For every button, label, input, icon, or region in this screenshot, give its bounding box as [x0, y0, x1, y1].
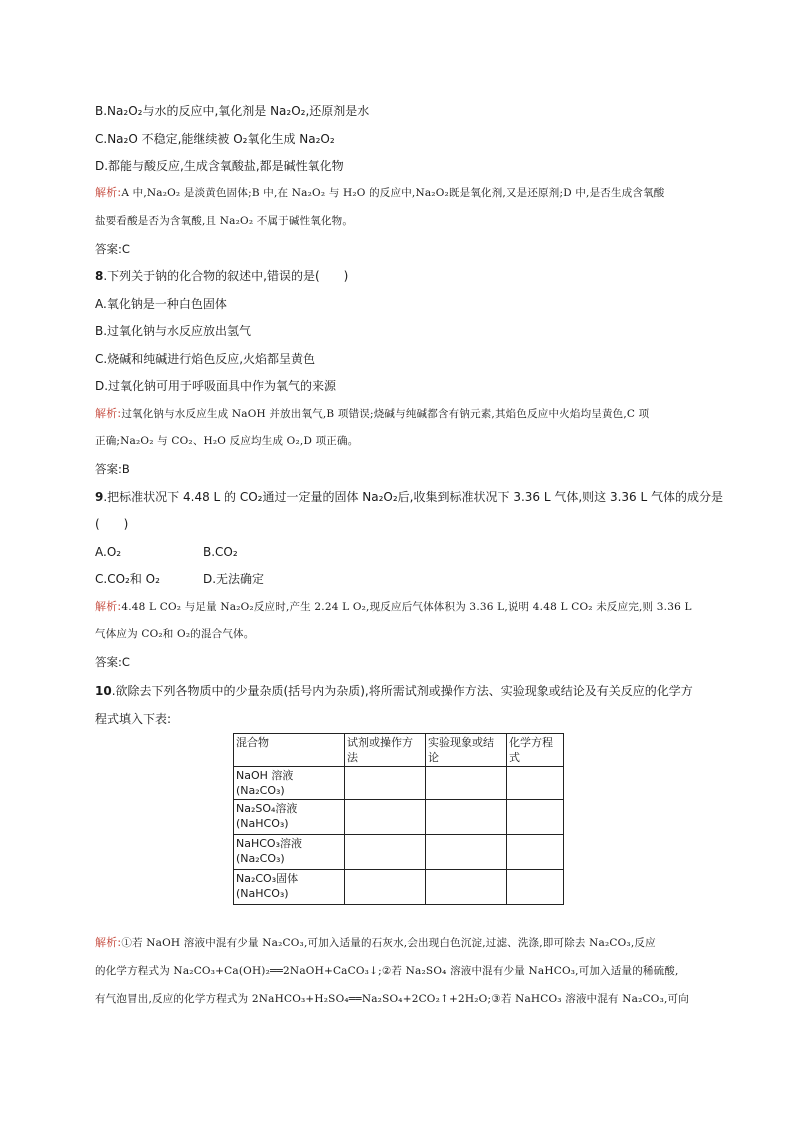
analysis-line: 盐要看酸是否为含氧酸,且 Na₂O₂ 不属于碱性氧化物。	[95, 215, 354, 227]
empty-cell[interactable]	[507, 835, 564, 870]
answer: 答案:C	[95, 242, 130, 256]
table-header-row	[234, 734, 564, 767]
empty-cell[interactable]	[345, 835, 426, 870]
q9-option-d: D.无法确定	[203, 572, 265, 586]
header-mixture: 混合物	[234, 734, 345, 767]
mixture-cell: NaHCO₃溶液(Na₂CO₃)	[234, 835, 345, 870]
q9-option-b: B.CO₂	[203, 545, 238, 559]
empty-cell[interactable]	[345, 870, 426, 905]
q10-analysis-line: 有气泡冒出,反应的化学方程式为 2NaHCO₃+H₂SO₄══Na₂SO₄+2CO₂↑+2H₂O;③若 NaHCO₃ 溶液中混有 Na₂CO₃,可向	[95, 993, 689, 1005]
q9-option-c: C.CO₂和 O₂	[95, 572, 160, 586]
q9-analysis-line: 解析:4.48 L CO₂ 与足量 Na₂O₂反应时,产生 2.24 L O₂,现反应后气体体积为 3.36 L,说明 4.48 L CO₂ 未反应完,则 3.36 L	[95, 600, 692, 613]
q8-analysis-line: 正确;Na₂O₂ 与 CO₂、H₂O 反应均生成 O₂,D 项正确。	[95, 435, 359, 447]
analysis-label: 解析:	[95, 600, 122, 613]
q8-option-c: C.烧碱和纯碱进行焰色反应,火焰都呈黄色	[95, 352, 316, 366]
table-row	[234, 835, 564, 870]
table-row	[234, 767, 564, 800]
option-c: C.Na₂O 不稳定,能继续被 O₂氧化生成 Na₂O₂	[95, 132, 335, 146]
empty-cell[interactable]	[426, 835, 507, 870]
empty-cell[interactable]	[426, 870, 507, 905]
question-8-stem: 8.下列关于钠的化合物的叙述中,错误的是( )	[95, 269, 349, 283]
analysis-label: 解析:	[95, 407, 122, 420]
question-10-stem: 10.欲除去下列各物质中的少量杂质(括号内为杂质),将所需试剂或操作方法、实验现象或结论及有关反应的化学方	[95, 684, 693, 698]
q9-options-row2	[95, 571, 724, 587]
header-phenomenon: 实验现象或结论	[426, 734, 507, 767]
empty-cell[interactable]	[426, 800, 507, 835]
empty-cell[interactable]	[507, 767, 564, 800]
q8-answer: 答案:B	[95, 462, 130, 476]
question-9-stem-line2: ( )	[95, 517, 129, 531]
analysis-label: 解析:	[95, 186, 122, 199]
answer-table	[233, 733, 564, 905]
header-reagent: 试剂或操作方法	[345, 734, 426, 767]
q9-option-a: A.O₂	[95, 545, 122, 559]
mixture-cell: Na₂SO₄溶液(NaHCO₃)	[234, 800, 345, 835]
empty-cell[interactable]	[507, 800, 564, 835]
table-row	[234, 870, 564, 905]
option-d: D.都能与酸反应,生成含氧酸盐,都是碱性氧化物	[95, 159, 344, 173]
q10-analysis-line: 的化学方程式为 Na₂CO₃+Ca(OH)₂══2NaOH+CaCO₃↓;②若 Na₂SO₄ 溶液中混有少量 NaHCO₃,可加入适量的稀硫酸,	[95, 965, 679, 977]
question-10-stem-line2: 程式填入下表:	[95, 712, 172, 726]
q8-option-b: B.过氧化钠与水反应放出氢气	[95, 324, 252, 338]
empty-cell[interactable]	[507, 870, 564, 905]
q10-analysis-line: 解析:①若 NaOH 溶液中混有少量 Na₂CO₃,可加入适量的石灰水,会出现白色沉淀,过滤、洗涤,即可除去 Na₂CO₃,反应	[95, 936, 656, 949]
q8-option-d: D.过氧化钠可用于呼吸面具中作为氧气的来源	[95, 379, 337, 393]
header-equation: 化学方程式	[507, 734, 564, 767]
empty-cell[interactable]	[426, 767, 507, 800]
q9-options-row1	[95, 544, 724, 560]
q9-analysis-line: 气体应为 CO₂和 O₂的混合气体。	[95, 628, 255, 640]
q9-answer: 答案:C	[95, 655, 130, 669]
analysis-line: 解析:A 中,Na₂O₂ 是淡黄色固体;B 中,在 Na₂O₂ 与 H₂O 的反应中,Na₂O₂既是氧化剂,又是还原剂;D 中,是否生成含氧酸	[95, 186, 665, 199]
analysis-label: 解析:	[95, 936, 122, 949]
table-row	[234, 800, 564, 835]
q8-analysis-line: 解析:过氧化钠与水反应生成 NaOH 并放出氧气,B 项错误;烧碱与纯碱都含有钠元素,其焰色反应中火焰均呈黄色,C 项	[95, 407, 650, 420]
mixture-cell: Na₂CO₃固体(NaHCO₃)	[234, 870, 345, 905]
option-b: B.Na₂O₂与水的反应中,氧化剂是 Na₂O₂,还原剂是水	[95, 104, 370, 118]
q8-option-a: A.氧化钠是一种白色固体	[95, 297, 227, 311]
question-9-stem: 9.把标准状况下 4.48 L 的 CO₂通过一定量的固体 Na₂O₂后,收集到标准状况下 3.36 L 气体,则这 3.36 L 气体的成分是	[95, 490, 724, 504]
empty-cell[interactable]	[345, 800, 426, 835]
mixture-cell: NaOH 溶液(Na₂CO₃)	[234, 767, 345, 800]
empty-cell[interactable]	[345, 767, 426, 800]
